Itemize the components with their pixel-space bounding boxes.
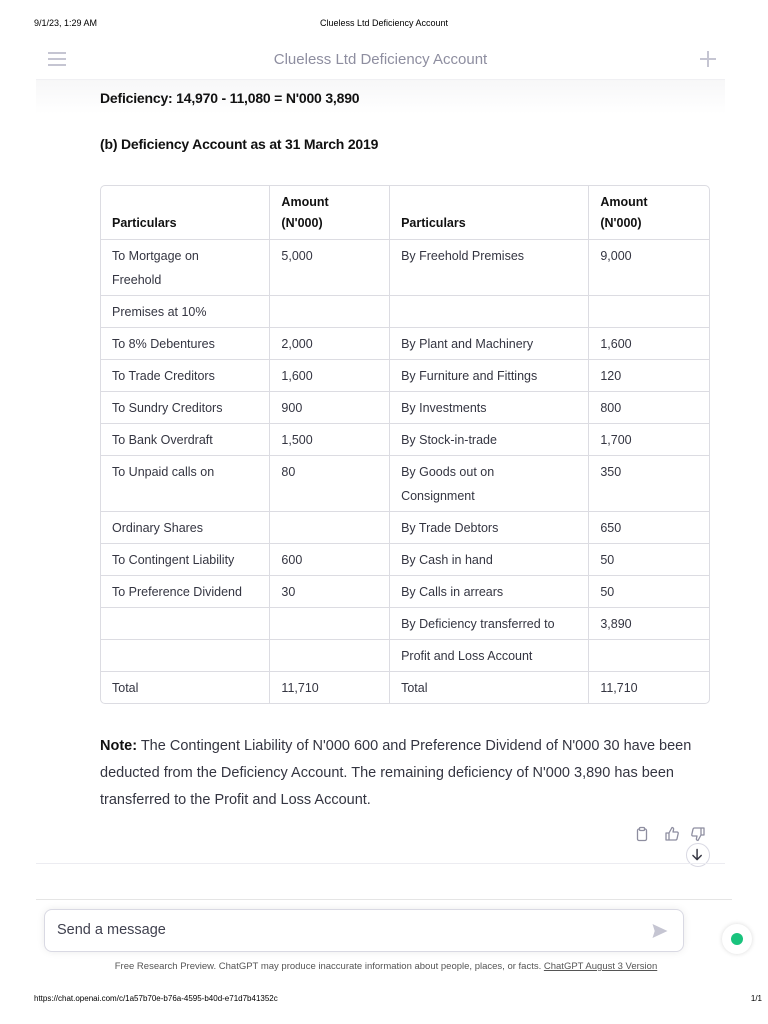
table-cell: By Plant and Machinery (390, 328, 589, 360)
print-header (34, 18, 734, 32)
assistant-avatar-bubble[interactable] (722, 924, 752, 954)
table-cell: To Trade Creditors (101, 360, 270, 392)
table-cell: 1,600 (589, 328, 709, 360)
message-input[interactable] (57, 922, 617, 938)
table-cell: By Cash in hand (390, 544, 589, 576)
table-row (101, 240, 709, 296)
table-row (101, 544, 709, 576)
note-label: Note: (100, 738, 138, 754)
print-url: https://chat.openai.com/c/1a57b70e-b76a-4595-b40d-e71d7b41352c (34, 994, 278, 1003)
column-header-line: Particulars (401, 216, 466, 230)
table-header-row (101, 186, 709, 240)
table-cell: 80 (270, 456, 390, 512)
table-cell: 800 (589, 392, 709, 424)
table-cell: Total (101, 672, 270, 703)
table-cell: 600 (270, 544, 390, 576)
table-row (101, 456, 709, 512)
table-cell (270, 640, 390, 672)
table-cell: 120 (589, 360, 709, 392)
column-header-1 (101, 186, 270, 240)
table-row (101, 360, 709, 392)
table-row (101, 392, 709, 424)
thumbs-up-icon[interactable] (664, 826, 680, 842)
table-cell (270, 296, 390, 328)
cell-line: By Goods out on (401, 465, 495, 479)
print-date: 9/1/23, 1:29 AM (34, 18, 98, 28)
table-cell: 350 (589, 456, 709, 512)
table-cell: 900 (270, 392, 390, 424)
column-header-2 (270, 186, 390, 240)
table-cell (270, 512, 390, 544)
table-cell: Ordinary Shares (101, 512, 270, 544)
message-composer (44, 909, 684, 952)
top-bar (36, 40, 725, 80)
table-cell: To Unpaid calls on (101, 456, 270, 512)
table-cell: 11,710 (270, 672, 390, 703)
table-cell: 650 (589, 512, 709, 544)
message-actions (634, 826, 714, 844)
table-cell: Total (390, 672, 589, 703)
column-header-3 (390, 186, 589, 240)
composer-divider (36, 899, 732, 900)
table-row (101, 672, 709, 703)
column-header-line: Amount (600, 195, 648, 209)
clipboard-icon[interactable] (634, 826, 650, 842)
table-cell: By Furniture and Fittings (390, 360, 589, 392)
table-row (101, 512, 709, 544)
table-cell: By Calls in arrears (390, 576, 589, 608)
table-cell: To Bank Overdraft (101, 424, 270, 456)
deficiency-table (100, 185, 710, 704)
table-cell: By Trade Debtors (390, 512, 589, 544)
table-row (101, 424, 709, 456)
table-row (101, 608, 709, 640)
table-cell: 50 (589, 544, 709, 576)
table-cell: 1,700 (589, 424, 709, 456)
table-cell (101, 240, 270, 296)
disclaimer-text: Free Research Preview. ChatGPT may produce inaccurate information about people, places, or facts. (114, 961, 544, 972)
plus-icon[interactable] (699, 50, 717, 68)
print-title: Clueless Ltd Deficiency Account (319, 18, 449, 28)
column-header-line: Amount (281, 195, 329, 209)
table-cell: By Freehold Premises (390, 240, 589, 296)
table-cell (390, 296, 589, 328)
table-cell: By Deficiency transferred to (390, 608, 589, 640)
table-cell (390, 456, 589, 512)
column-header-line: (N'000) (600, 216, 642, 230)
table-cell: To 8% Debentures (101, 328, 270, 360)
note-text: The Contingent Liability of N'000 600 and Preference Dividend of N'000 30 have been deducted from the Deficiency Account. The remaining deficiency of N'000 3,890 has been transferred to the Profit and Loss Account. (100, 738, 692, 808)
send-icon[interactable] (651, 922, 669, 940)
cell-line: Consignment (401, 489, 475, 503)
table-cell: To Preference Dividend (101, 576, 270, 608)
table-cell: 1,600 (270, 360, 390, 392)
table-cell: To Sundry Creditors (101, 392, 270, 424)
table-cell: By Investments (390, 392, 589, 424)
table-cell: To Contingent Liability (101, 544, 270, 576)
conversation-title: Clueless Ltd Deficiency Account (273, 51, 488, 68)
print-page-number: 1/1 (750, 994, 762, 1003)
thumbs-down-icon[interactable] (690, 826, 706, 842)
table-cell (270, 608, 390, 640)
table-row (101, 576, 709, 608)
column-header-line: (N'000) (281, 216, 323, 230)
table-cell: Profit and Loss Account (390, 640, 589, 672)
table-cell: 2,000 (270, 328, 390, 360)
cell-line: To Mortgage on (112, 249, 199, 263)
column-header-line: Particulars (112, 216, 177, 230)
table-cell: 1,500 (270, 424, 390, 456)
table-cell: 11,710 (600, 681, 638, 695)
table-row (101, 296, 709, 328)
column-header-4 (589, 186, 709, 240)
table-row (101, 640, 709, 672)
deficiency-line: Deficiency: 14,970 - 11,080 = N'000 3,890 (100, 90, 360, 106)
subheading: (b) Deficiency Account as at 31 March 2019 (100, 136, 379, 152)
cell-line: Freehold (112, 273, 162, 287)
message-divider (36, 863, 725, 864)
table-cell: 3,890 (589, 608, 709, 640)
table-cell (101, 608, 270, 640)
table-cell: Premises at 10% (101, 296, 270, 328)
table-row (101, 328, 709, 360)
table-cell: 30 (270, 576, 390, 608)
disclaimer (36, 961, 736, 972)
table-cell (589, 296, 709, 328)
table-cell: 5,000 (270, 240, 390, 296)
table-cell (589, 640, 709, 672)
version-link[interactable]: ChatGPT August 3 Version (543, 961, 658, 972)
table-cell: 9,000 (589, 240, 709, 296)
table-cell: By Stock-in-trade (390, 424, 589, 456)
avatar-dot-icon (731, 933, 743, 945)
table-cell (101, 640, 270, 672)
table-body (101, 240, 709, 703)
table-cell: 50 (589, 576, 709, 608)
note-paragraph (100, 733, 710, 814)
